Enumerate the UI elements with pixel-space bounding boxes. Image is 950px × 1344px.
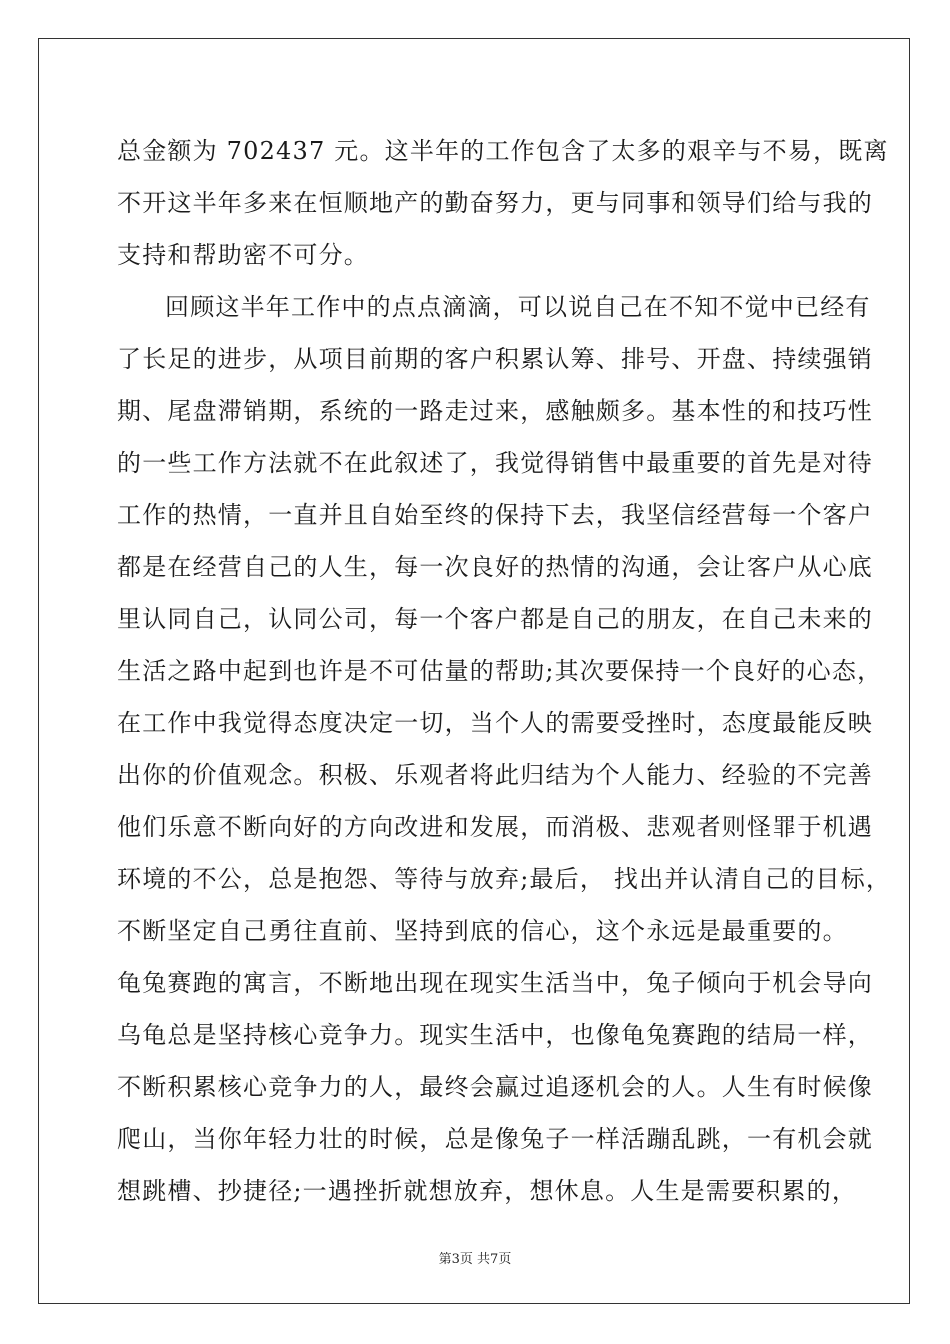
- text-line: 都是在经营自己的人生，每一次良好的热情的沟通，会让客户从心底: [117, 553, 873, 581]
- text-line: 支持和帮助密不可分。: [117, 241, 369, 269]
- text-line: 的一些工作方法就不在此叙述了，我觉得销售中最重要的首先是对待: [117, 449, 873, 477]
- document-body: [117, 125, 892, 1217]
- text-line: 出你的价值观念。积极、乐观者将此归结为个人能力、经验的不完善: [117, 761, 873, 789]
- text-line: 期、尾盘滞销期，系统的一路走过来，感触颇多。基本性的和技巧性: [117, 397, 873, 425]
- text-line: 不断积累核心竞争力的人，最终会赢过追逐机会的人。人生有时候像: [117, 1073, 873, 1101]
- text-line: 不断坚定自己勇往直前、坚持到底的信心，这个永远是最重要的。: [117, 917, 848, 945]
- text-line: 龟兔赛跑的寓言，不断地出现在现实生活当中，兔子倾向于机会导向: [117, 969, 873, 997]
- text-line: 生活之路中起到也许是不可估量的帮助;其次要保持一个良好的心态，: [117, 657, 883, 685]
- text-line: 里认同自己，认同公司，每一个客户都是自己的朋友，在自己未来的: [117, 605, 873, 633]
- text-line: 不开这半年多来在恒顺地产的勤奋努力，更与同事和领导们给与我的: [117, 189, 873, 217]
- text-line: 在工作中我觉得态度决定一切，当个人的需要受挫时，态度最能反映: [117, 709, 873, 737]
- text-line: 总金额为 702437 元。这半年的工作包含了太多的艰辛与不易，既离: [117, 137, 889, 165]
- page-footer: 第3页 共7页: [438, 1252, 512, 1267]
- text-line: 乌龟总是坚持核心竞争力。现实生活中，也像龟兔赛跑的结局一样，: [117, 1021, 873, 1049]
- text-line: 爬山，当你年轻力壮的时候，总是像兔子一样活蹦乱跳，一有机会就: [117, 1125, 873, 1153]
- text-line: 工作的热情，一直并且自始至终的保持下去，我坚信经营每一个客户: [117, 501, 873, 529]
- text-line: 回顾这半年工作中的点点滴滴，可以说自己在不知不觉中已经有: [165, 293, 871, 321]
- text-line: 了长足的进步，从项目前期的客户积累认筹、排号、开盘、持续强销: [117, 345, 873, 373]
- text-line: 想跳槽、抄捷径;一遇挫折就想放弃，想休息。人生是需要积累的，: [117, 1177, 858, 1205]
- text-line: 他们乐意不断向好的方向改进和发展，而消极、悲观者则怪罪于机遇: [117, 813, 873, 841]
- text-line: 环境的不公，总是抱怨、等待与放弃;最后， 找出并认清自己的目标，: [117, 865, 892, 893]
